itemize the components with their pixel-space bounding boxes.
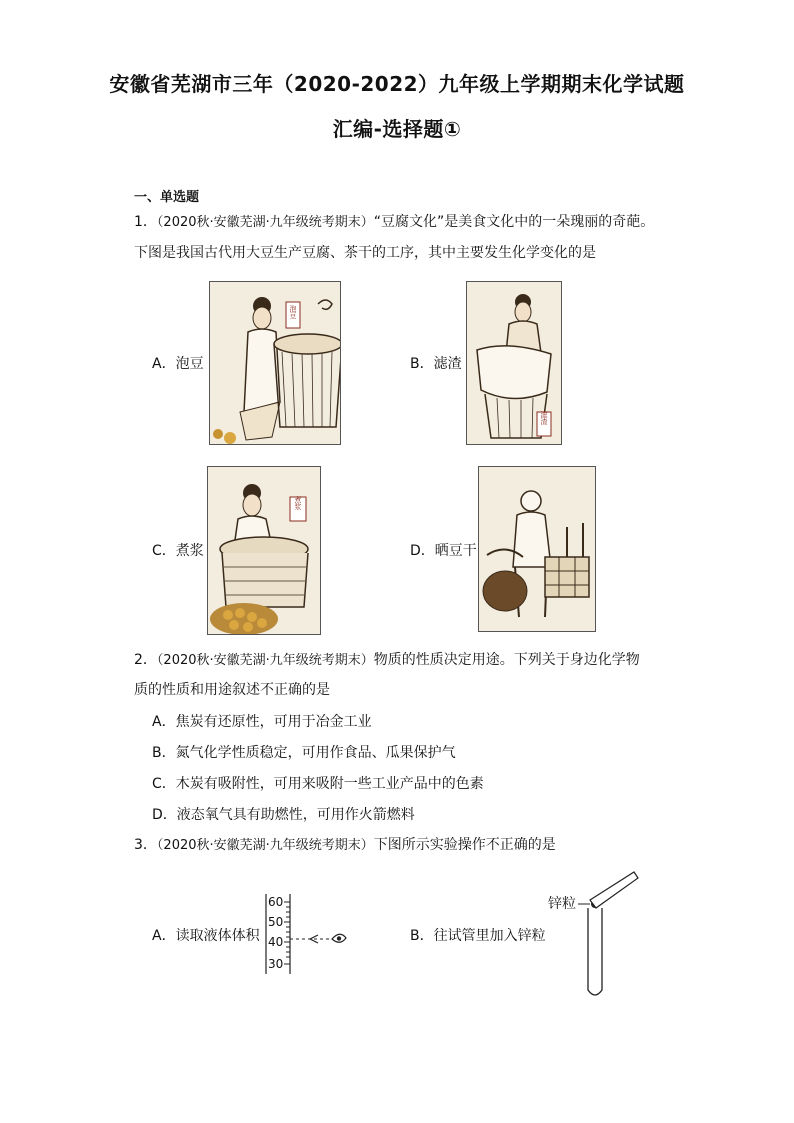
q3-line1	[134, 835, 556, 856]
q1-source: （2020秋·安徽芜湖·九年级统考期末）	[156, 215, 374, 230]
q1-option-b-image	[466, 281, 562, 445]
q1-option-b-stamp: 滤渣	[540, 411, 548, 425]
q1-number: 1．	[134, 214, 157, 230]
q3-number: 3．	[134, 837, 157, 853]
q3-tick-50: 50	[268, 915, 284, 929]
q3-source: （2020秋·安徽芜湖·九年级统考期末）	[156, 838, 374, 853]
q2-line2: 质的性质和用途叙述不正确的是	[134, 682, 330, 698]
q3-option-b-label: B．往试管里加入锌粒	[410, 928, 546, 944]
q1-option-c-stamp: 煮浆	[294, 496, 302, 510]
q1-option-d-label: D．晒豆干	[410, 543, 477, 559]
document-title-line2: 汇编-选择题①	[332, 117, 462, 141]
q2-option-a: A．焦炭有还原性，可用于冶金工业	[152, 714, 372, 730]
q1-line1	[134, 212, 654, 233]
q1-option-d-image	[478, 466, 596, 632]
q1-option-a-stamp: 泡豆	[289, 305, 297, 319]
q2-number: 2．	[134, 652, 157, 668]
q1-option-a-label: A．泡豆	[152, 356, 204, 372]
q1-line2: 下图是我国古代用大豆生产豆腐、茶干的工序，其中主要发生化学变化的是	[134, 245, 596, 261]
q2-option-d: D．液态氧气具有助燃性，可用作火箭燃料	[152, 807, 415, 823]
q3-option-a-label: A．读取液体体积	[152, 928, 260, 944]
q3-tick-60: 60	[268, 895, 284, 909]
q2-line1	[134, 650, 640, 671]
q2-source: （2020秋·安徽芜湖·九年级统考期末）	[156, 653, 374, 668]
q2-option-c: C．木炭有吸附性，可用来吸附一些工业产品中的色素	[152, 776, 484, 792]
section-heading: 一、单选题	[134, 190, 200, 205]
q3-tick-30: 30	[268, 957, 284, 971]
q1-option-c-image	[207, 466, 321, 635]
eye-icon	[332, 934, 346, 942]
q1-option-a-image	[209, 281, 341, 445]
q1-option-b-label: B．滤渣	[410, 356, 462, 372]
q3-cylinder-reading-diagram	[262, 892, 352, 976]
document-title-line1: 安徽省芜湖市三年（2020-2022）九年级上学期期末化学试题	[109, 72, 685, 96]
q1-stem-part1: “豆腐文化”是美食文化中的一朵瑰丽的奇葩。	[373, 214, 655, 230]
q2-stem-part1: 物质的性质决定用途。下列关于身边化学物	[373, 652, 640, 668]
q2-option-b: B．氮气化学性质稳定，可用作食品、瓜果保护气	[152, 745, 456, 761]
q1-option-c-label: C．煮浆	[152, 543, 204, 559]
q3-tick-40: 40	[268, 935, 284, 949]
q3-zinc-label: 锌粒	[548, 896, 576, 912]
q3-test-tube-diagram	[544, 868, 644, 1002]
q3-stem: 下图所示实验操作不正确的是	[373, 837, 556, 853]
